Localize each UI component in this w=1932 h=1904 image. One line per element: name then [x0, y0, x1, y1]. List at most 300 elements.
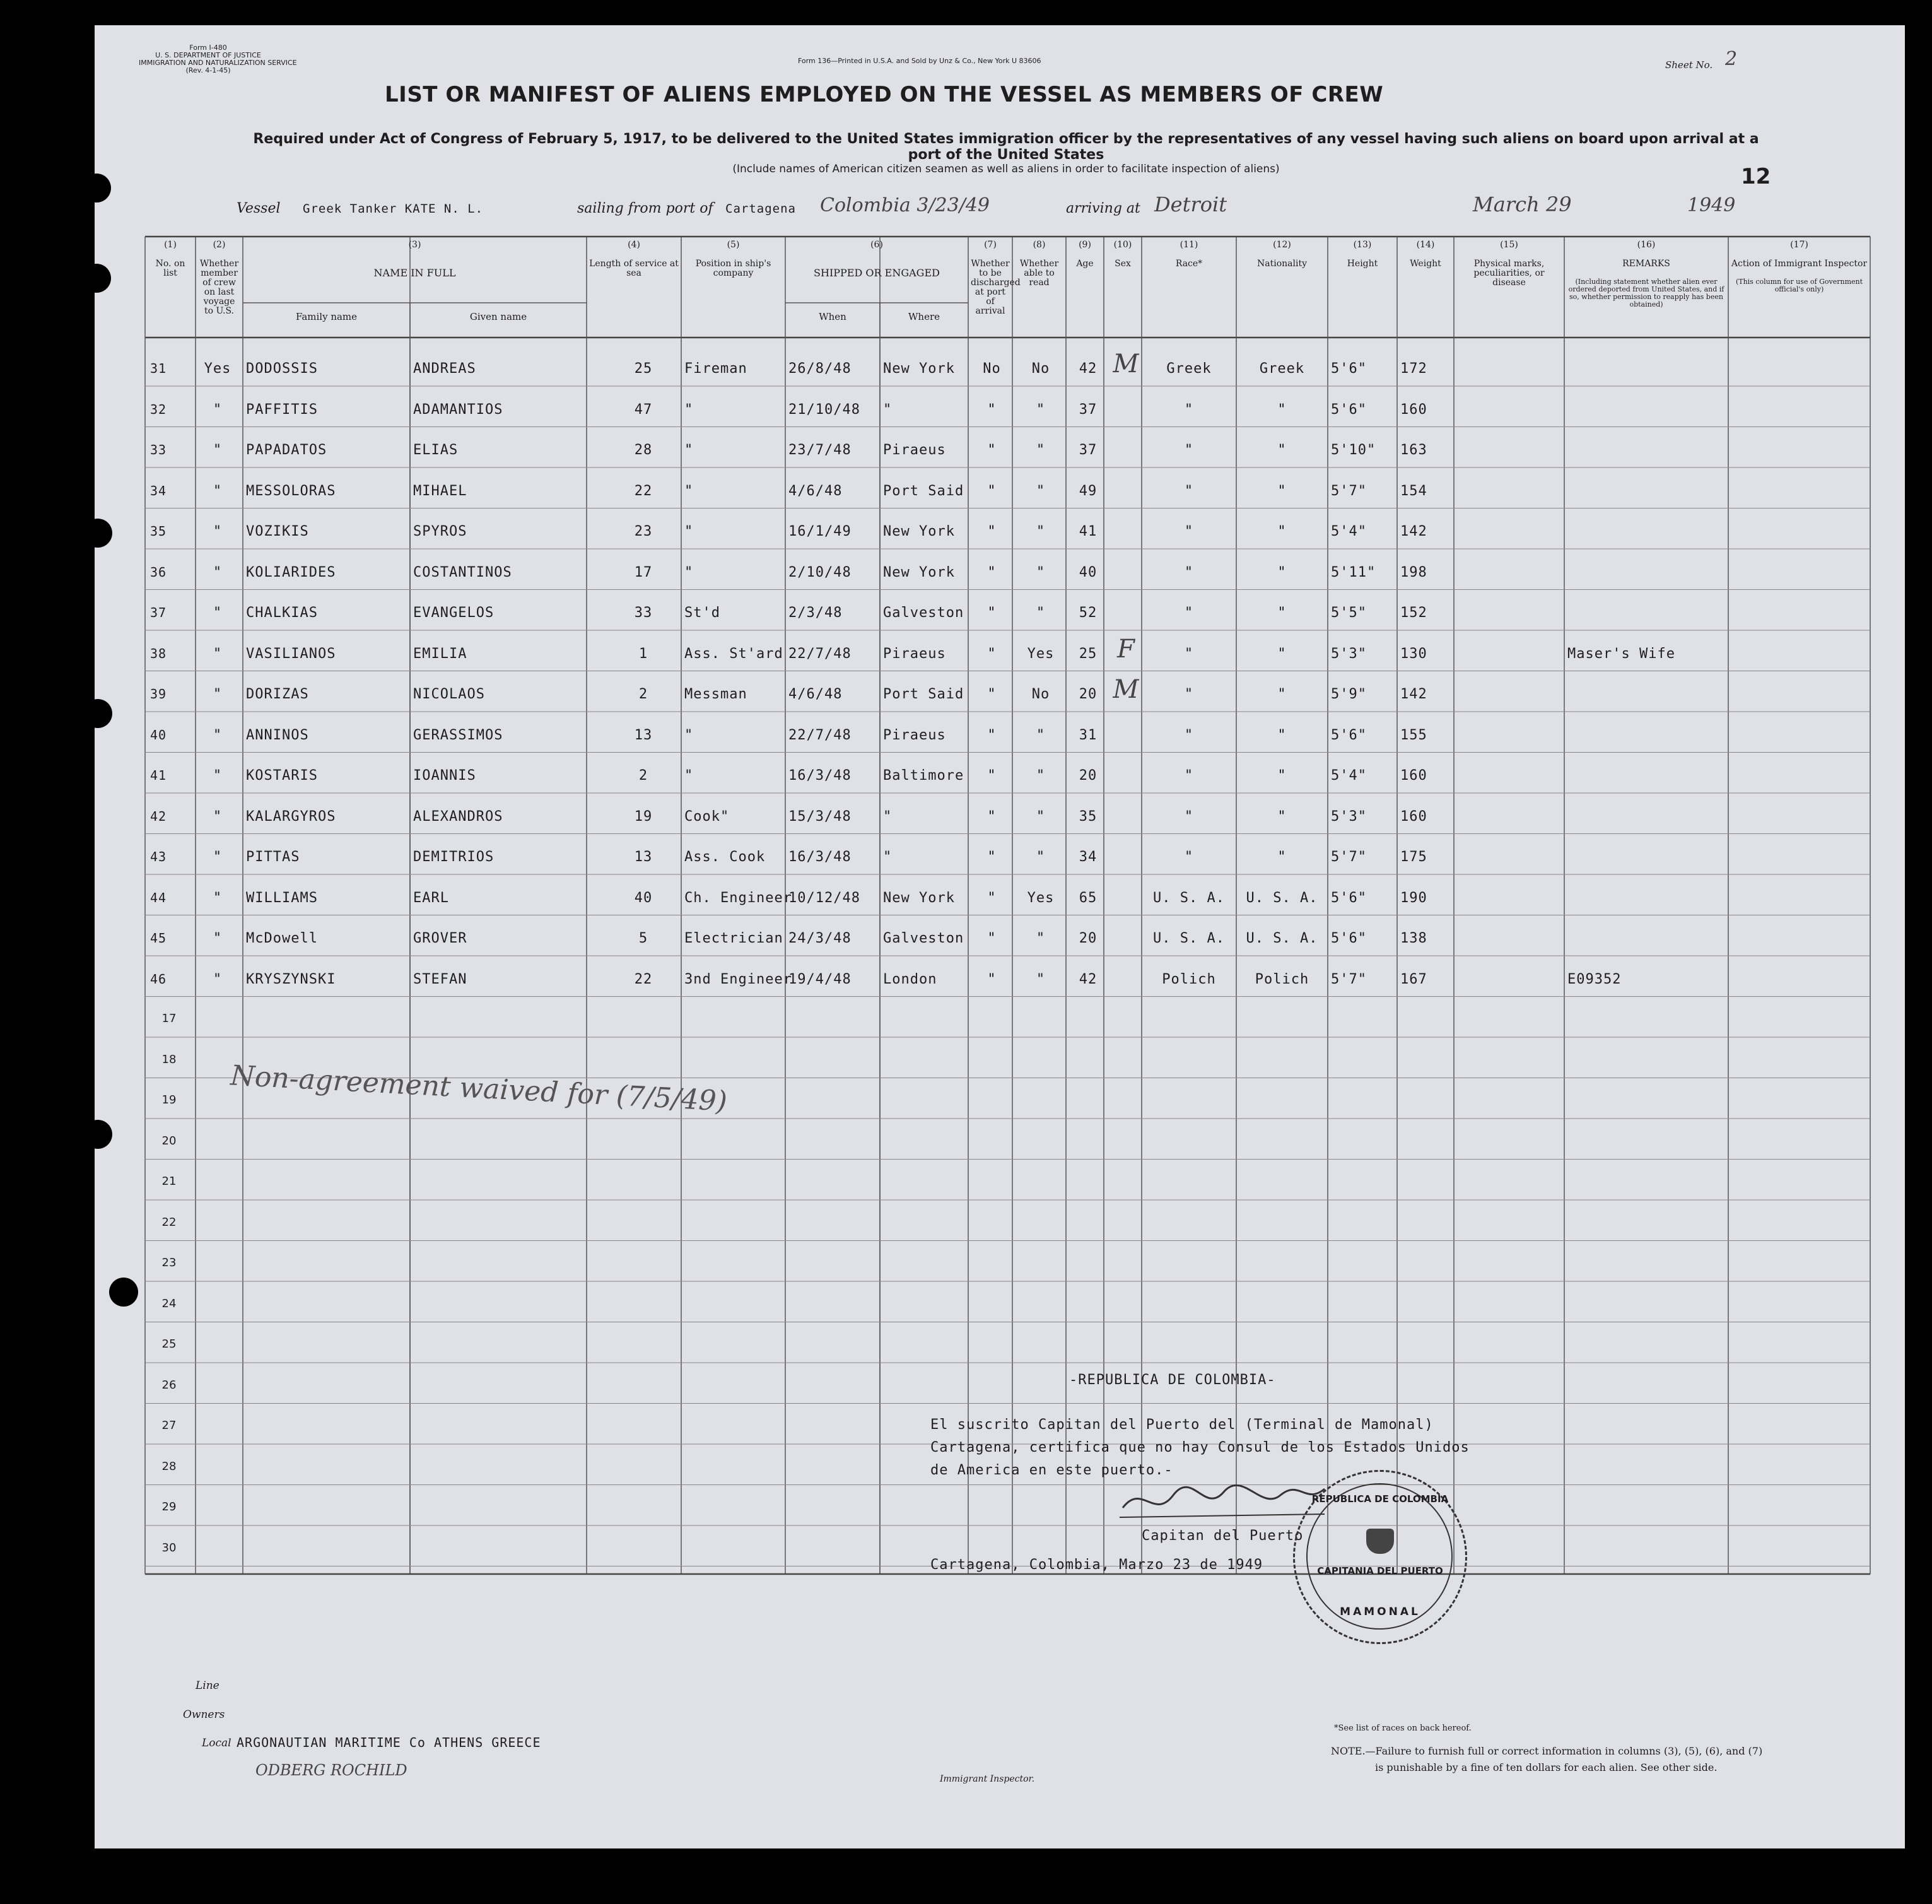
- shipped-where: Baltimore: [883, 768, 964, 784]
- footer-note-1: NOTE.—Failure to furnish full or correct information in columns (3), (5), (6), and (7): [1331, 1745, 1763, 1757]
- able-to-read: ": [1036, 524, 1046, 539]
- given-name: EMILIA: [413, 645, 467, 662]
- family-name: VASILIANOS: [246, 645, 336, 662]
- shipped-where: London: [883, 971, 937, 987]
- weight: 130: [1400, 645, 1427, 662]
- race: U. S. A.: [1153, 890, 1225, 906]
- given-name: GERASSIMOS: [413, 727, 503, 743]
- height: 5'7": [1331, 483, 1367, 499]
- column-number: (16): [1637, 240, 1656, 250]
- previous-voyage: ": [213, 645, 223, 662]
- race: Greek: [1166, 361, 1212, 377]
- able-to-read: No: [1031, 686, 1050, 702]
- column-number: (4): [628, 240, 640, 250]
- shipped-when: 16/1/49: [788, 524, 852, 539]
- able-to-read: ": [1036, 401, 1046, 418]
- vessel-name: Greek Tanker KATE N. L.: [303, 202, 484, 216]
- age: 40: [1079, 564, 1098, 580]
- column-number: (15): [1500, 240, 1518, 250]
- height: 5'6": [1331, 890, 1367, 906]
- discharged: ": [987, 483, 997, 499]
- shipped-when: 4/6/48: [788, 483, 843, 499]
- form-subtitle: [177, 131, 1835, 175]
- arriving-port: Detroit: [1154, 192, 1227, 216]
- given-name: SPYROS: [413, 524, 467, 539]
- column-number: (14): [1416, 240, 1435, 250]
- age: 42: [1079, 361, 1098, 377]
- row-number: 34: [150, 483, 167, 498]
- discharged: ": [987, 727, 997, 743]
- row-number: 36: [150, 564, 167, 580]
- height: 5'4": [1331, 524, 1367, 539]
- service-years: 13: [634, 849, 653, 865]
- shipped-when: 4/6/48: [788, 686, 843, 702]
- family-name: WILLIAMS: [246, 890, 318, 906]
- weight: 167: [1400, 971, 1427, 987]
- given-name: MIHAEL: [413, 483, 467, 499]
- position: ": [684, 564, 694, 580]
- height: 5'9": [1331, 686, 1367, 702]
- column-label: Length of service at sea: [589, 259, 679, 278]
- local-label: Local: [202, 1737, 231, 1749]
- position: ": [684, 442, 694, 458]
- given-name: ANDREAS: [413, 361, 476, 377]
- height: 5'7": [1331, 849, 1367, 865]
- sailing-label: sailing from port of: [577, 201, 713, 216]
- discharged: No: [983, 361, 1001, 377]
- shipped-when: 22/7/48: [788, 645, 852, 662]
- service-years: 47: [634, 401, 653, 418]
- family-name: DORIZAS: [246, 686, 309, 702]
- service-years: 13: [634, 727, 653, 743]
- family-name: MESSOLORAS: [246, 483, 336, 499]
- previous-voyage: ": [213, 931, 223, 946]
- given-name: ADAMANTIOS: [413, 401, 503, 418]
- shipped-when: 22/7/48: [788, 727, 852, 743]
- shipped-where: Galveston: [883, 931, 964, 946]
- shipped-when: 16/3/48: [788, 849, 852, 865]
- empty-row-number: 21: [161, 1175, 177, 1188]
- cert-signer: Capitan del Puerto: [1142, 1528, 1304, 1544]
- shipped-when: 21/10/48: [788, 401, 860, 418]
- service-years: 23: [634, 524, 653, 539]
- port-captain-seal: [1293, 1470, 1467, 1644]
- column-label: Position in ship's company: [695, 259, 771, 278]
- service-years: 2: [638, 768, 648, 784]
- column-label: SHIPPED OR ENGAGED: [814, 267, 940, 279]
- previous-voyage: ": [213, 524, 223, 539]
- height: 5'4": [1331, 768, 1367, 784]
- position: 3nd Engineer: [684, 971, 792, 987]
- weight: 160: [1400, 808, 1427, 825]
- position: ": [684, 483, 694, 499]
- handwritten-waiver-note: Non-agreement waived for (7/5/49): [230, 1059, 729, 1118]
- discharged: ": [987, 686, 997, 702]
- discharged: ": [987, 645, 997, 662]
- shipped-when: 2/10/48: [788, 564, 852, 580]
- nationality: U. S. A.: [1246, 931, 1318, 946]
- able-to-read: Yes: [1027, 645, 1055, 662]
- race: ": [1184, 605, 1194, 621]
- column-number: (5): [727, 240, 740, 250]
- given-name: ALEXANDROS: [413, 808, 503, 825]
- previous-voyage: ": [213, 808, 223, 825]
- age: 20: [1079, 931, 1098, 946]
- weight: 198: [1400, 564, 1427, 580]
- seal-bottom-text: MAMONAL: [1340, 1606, 1420, 1618]
- row-number: 35: [150, 524, 167, 539]
- previous-voyage: ": [213, 727, 223, 743]
- given-name: ELIAS: [413, 442, 459, 458]
- nationality: Polich: [1255, 971, 1309, 987]
- row-number: 42: [150, 808, 167, 824]
- able-to-read: ": [1036, 971, 1046, 987]
- service-years: 22: [634, 971, 653, 987]
- given-name: EVANGELOS: [413, 605, 495, 621]
- column-label: Whether able to read: [1019, 259, 1059, 288]
- nationality: ": [1277, 727, 1287, 743]
- binder-hole: [83, 1120, 112, 1149]
- discharged: ": [987, 931, 997, 946]
- race: ": [1184, 768, 1194, 784]
- weight: 142: [1400, 686, 1427, 702]
- weight: 172: [1400, 361, 1427, 377]
- remarks: E09352: [1567, 971, 1622, 987]
- age: 35: [1079, 808, 1098, 825]
- column-label: No. on list: [155, 259, 185, 278]
- revision-date: (Rev. 4-1-45): [185, 66, 231, 74]
- family-name: McDowell: [246, 931, 318, 946]
- discharged: ": [987, 768, 997, 784]
- height: 5'6": [1331, 931, 1367, 946]
- service-years: 25: [634, 361, 653, 377]
- age: 20: [1079, 686, 1098, 702]
- able-to-read: ": [1036, 483, 1046, 499]
- able-to-read: ": [1036, 605, 1046, 621]
- nationality: ": [1277, 483, 1287, 499]
- previous-voyage: ": [213, 564, 223, 580]
- family-name: ANNINOS: [246, 727, 309, 743]
- column-number: (17): [1790, 240, 1808, 250]
- able-to-read: ": [1036, 931, 1046, 946]
- shipped-where: ": [883, 808, 893, 825]
- remarks: Maser's Wife: [1567, 645, 1675, 662]
- given-name: COSTANTINOS: [413, 564, 512, 580]
- family-name: KOSTARIS: [246, 768, 318, 784]
- arrival-date: March 29: [1473, 192, 1572, 216]
- service-years: 19: [634, 808, 653, 825]
- nationality: U. S. A.: [1246, 890, 1318, 906]
- age: 65: [1079, 890, 1098, 906]
- arriving-label: arriving at: [1066, 201, 1140, 216]
- able-to-read: ": [1036, 727, 1046, 743]
- position: Electrician: [684, 931, 783, 946]
- row-number: 43: [150, 849, 167, 864]
- shipped-when: 23/7/48: [788, 442, 852, 458]
- previous-voyage: Yes: [204, 361, 231, 377]
- department-name: U. S. DEPARTMENT OF JUSTICE: [155, 51, 261, 59]
- family-name: CHALKIAS: [246, 605, 318, 621]
- nationality: ": [1277, 524, 1287, 539]
- previous-voyage: ": [213, 890, 223, 906]
- weight: 142: [1400, 524, 1427, 539]
- given-name: IOANNIS: [413, 768, 476, 784]
- subheader-family: Family name: [295, 311, 358, 322]
- column-label: Nationality: [1257, 259, 1307, 269]
- race: ": [1184, 686, 1194, 702]
- previous-voyage: ": [213, 483, 223, 499]
- arrival-year: 1949: [1687, 194, 1736, 216]
- seal-mid-text: CAPITANIA DEL PUERTO: [1317, 1565, 1443, 1577]
- sex: F: [1117, 634, 1135, 664]
- column-number: (12): [1273, 240, 1291, 250]
- empty-row-number: 19: [161, 1093, 177, 1107]
- sex: M: [1113, 675, 1139, 704]
- height: 5'6": [1331, 361, 1367, 377]
- previous-voyage: ": [213, 605, 223, 621]
- race: Polich: [1162, 971, 1216, 987]
- weight: 175: [1400, 849, 1427, 865]
- subheader-where: Where: [908, 311, 940, 322]
- empty-row-number: 28: [161, 1459, 177, 1473]
- seal-top-text: REPUBLICA DE COLOMBIA: [1311, 1493, 1449, 1505]
- discharged: ": [987, 442, 997, 458]
- position: Messman: [684, 686, 747, 702]
- row-number: 31: [150, 361, 167, 376]
- column-label: REMARKS: [1622, 259, 1670, 269]
- height: 5'6": [1331, 727, 1367, 743]
- column-label: Height: [1347, 259, 1378, 269]
- row-number: 45: [150, 931, 167, 946]
- sheet-label: Sheet No.: [1665, 59, 1713, 71]
- printer-line: Form 136—Printed in U.S.A. and Sold by Unz & Co., New York U 83606: [798, 57, 1041, 65]
- binder-hole: [109, 1278, 138, 1307]
- discharged: ": [987, 401, 997, 418]
- sex: M: [1113, 350, 1139, 379]
- column-label: Weight: [1410, 259, 1441, 269]
- family-name: KOLIARIDES: [246, 564, 336, 580]
- column-number: (6): [870, 240, 883, 250]
- race: ": [1184, 401, 1194, 418]
- column-label: Whether member of crew on last voyage to U.S.: [199, 259, 239, 316]
- weight: 138: [1400, 931, 1427, 946]
- subheader-inspector-note: (This column for use of Government official's only): [1735, 278, 1863, 293]
- position: ": [684, 524, 694, 539]
- weight: 154: [1400, 483, 1427, 499]
- nationality: ": [1277, 768, 1287, 784]
- column-number: (7): [984, 240, 997, 250]
- height: 5'6": [1331, 401, 1367, 418]
- empty-row-number: 25: [161, 1337, 177, 1351]
- column-label: Race*: [1175, 259, 1203, 269]
- position: ": [684, 401, 694, 418]
- agent-handwritten: ODBERG ROCHILD: [255, 1761, 407, 1779]
- port-name: Cartagena: [725, 202, 796, 216]
- binder-hole: [83, 699, 112, 728]
- column-label: Physical marks, peculiarities, or disease: [1473, 259, 1545, 288]
- discharged: ": [987, 849, 997, 865]
- previous-voyage: ": [213, 401, 223, 418]
- position: Fireman: [684, 361, 747, 377]
- race: ": [1184, 808, 1194, 825]
- row-number: 44: [150, 890, 167, 905]
- shipped-when: 26/8/48: [788, 361, 852, 377]
- subheader-remarks-note: (Including statement whether alien ever ordered deported from United States, and if so, whether permission to reapply has been obtained): [1568, 278, 1724, 309]
- discharged: ": [987, 564, 997, 580]
- family-name: KALARGYROS: [246, 808, 336, 825]
- position: Ch. Engineer: [684, 890, 792, 906]
- nationality: ": [1277, 645, 1287, 662]
- race: U. S. A.: [1153, 931, 1225, 946]
- shipped-when: 16/3/48: [788, 768, 852, 784]
- family-name: PAPADATOS: [246, 442, 327, 458]
- line-label: Line: [196, 1679, 220, 1692]
- shipped-where: New York: [883, 524, 955, 539]
- weight: 160: [1400, 768, 1427, 784]
- row-number: 40: [150, 727, 167, 743]
- race: ": [1184, 849, 1194, 865]
- height: 5'3": [1331, 645, 1367, 662]
- discharged: ": [987, 808, 997, 825]
- form-number: Form I-480: [189, 44, 227, 52]
- race: ": [1184, 564, 1194, 580]
- position: Cook": [684, 808, 730, 825]
- service-years: 22: [634, 483, 653, 499]
- previous-voyage: ": [213, 768, 223, 784]
- previous-voyage: ": [213, 686, 223, 702]
- age: 31: [1079, 727, 1098, 743]
- given-name: GROVER: [413, 931, 467, 946]
- able-to-read: Yes: [1027, 890, 1055, 906]
- shipped-where: Port Said: [883, 483, 964, 499]
- discharged: ": [987, 524, 997, 539]
- position: Ass. Cook: [684, 849, 766, 865]
- family-name: PAFFITIS: [246, 401, 318, 418]
- shipped-where: New York: [883, 564, 955, 580]
- race: ": [1184, 645, 1194, 662]
- able-to-read: No: [1031, 361, 1050, 377]
- port-suffix: Colombia 3/23/49: [820, 194, 990, 216]
- cert-heading: -REPUBLICA DE COLOMBIA-: [1069, 1372, 1276, 1388]
- column-number: (2): [213, 240, 226, 250]
- empty-row-number: 30: [161, 1541, 177, 1554]
- shipped-where: Piraeus: [883, 442, 946, 458]
- age: 20: [1079, 768, 1098, 784]
- agency-block: [139, 44, 297, 74]
- shipped-where: New York: [883, 361, 955, 377]
- column-label: Whether to be discharged at port of arrival: [971, 259, 1021, 316]
- empty-row-number: 22: [161, 1215, 177, 1229]
- subtitle-line-2: port of the United States: [908, 147, 1104, 163]
- empty-row-number: 20: [161, 1134, 177, 1148]
- height: 5'5": [1331, 605, 1367, 621]
- height: 5'7": [1331, 971, 1367, 987]
- empty-row-number: 18: [161, 1052, 177, 1066]
- given-name: DEMITRIOS: [413, 849, 495, 865]
- position: St'd: [684, 605, 720, 621]
- row-number: 38: [150, 645, 167, 661]
- nationality: ": [1277, 808, 1287, 825]
- given-name: EARL: [413, 890, 449, 906]
- able-to-read: ": [1036, 808, 1046, 825]
- binder-hole: [83, 519, 112, 548]
- shipped-when: 15/3/48: [788, 808, 852, 825]
- column-number: (13): [1353, 240, 1372, 250]
- shipped-when: 19/4/48: [788, 971, 852, 987]
- age: 52: [1079, 605, 1098, 621]
- cert-line-3: de America en este puerto.-: [930, 1462, 1173, 1478]
- nationality: ": [1277, 849, 1287, 865]
- weight: 155: [1400, 727, 1427, 743]
- row-number: 46: [150, 971, 167, 987]
- shipped-where: Piraeus: [883, 727, 946, 743]
- row-number: 37: [150, 605, 167, 620]
- binder-hole: [82, 173, 111, 203]
- age: 41: [1079, 524, 1098, 539]
- age: 37: [1079, 401, 1098, 418]
- shipped-where: Piraeus: [883, 645, 946, 662]
- subtitle-line-1: Required under Act of Congress of February 5, 1917, to be delivered to the United States immigration officer by the representatives of any vessel having such aliens on board upon arrival at a: [253, 131, 1759, 147]
- service-years: 5: [638, 931, 648, 946]
- weight: 152: [1400, 605, 1427, 621]
- subheader-when: When: [819, 311, 846, 322]
- age: 37: [1079, 442, 1098, 458]
- given-name: NICOLAOS: [413, 686, 485, 702]
- age: 25: [1079, 645, 1098, 662]
- shipped-where: New York: [883, 890, 955, 906]
- cert-line-1: El suscrito Capitan del Puerto del (Terminal de Mamonal): [930, 1417, 1434, 1433]
- height: 5'3": [1331, 808, 1367, 825]
- nationality: ": [1277, 442, 1287, 458]
- able-to-read: ": [1036, 768, 1046, 784]
- race: ": [1184, 442, 1194, 458]
- discharged: ": [987, 605, 997, 621]
- weight: 163: [1400, 442, 1427, 458]
- shipped-where: Port Said: [883, 686, 964, 702]
- race: ": [1184, 483, 1194, 499]
- column-label: Sex: [1115, 259, 1131, 269]
- service-years: 1: [638, 645, 648, 662]
- row-number: 39: [150, 686, 167, 702]
- service-years: 2: [638, 686, 648, 702]
- discharged: ": [987, 890, 997, 906]
- nationality: ": [1277, 401, 1287, 418]
- family-name: VOZIKIS: [246, 524, 309, 539]
- inspector-label: Immigrant Inspector.: [940, 1774, 1035, 1784]
- position: ": [684, 768, 694, 784]
- column-number: (8): [1033, 240, 1046, 250]
- races-note: *See list of races on back hereof.: [1334, 1724, 1472, 1733]
- shipped-where: Galveston: [883, 605, 964, 621]
- shipped-when: 10/12/48: [788, 890, 860, 906]
- family-name: DODOSSIS: [246, 361, 318, 377]
- able-to-read: ": [1036, 442, 1046, 458]
- cert-place-date: Cartagena, Colombia, Marzo 23 de 1949: [930, 1557, 1263, 1573]
- subtitle-line-3: (Include names of American citizen seamen as well as aliens in order to facilitate inspection of aliens): [732, 163, 1280, 175]
- coat-of-arms-icon: [1366, 1529, 1394, 1554]
- empty-row-number: 26: [161, 1378, 177, 1392]
- race: ": [1184, 524, 1194, 539]
- manifest-sheet: [95, 25, 1905, 1848]
- subheader-given: Given name: [469, 311, 527, 322]
- age: 34: [1079, 849, 1098, 865]
- agent-name: ARGONAUTIAN MARITIME Co ATHENS GREECE: [237, 1735, 541, 1750]
- column-label: Action of Immigrant Inspector: [1731, 259, 1868, 269]
- column-number: (9): [1079, 240, 1091, 250]
- empty-row-number: 23: [161, 1256, 177, 1269]
- position: ": [684, 727, 694, 743]
- previous-voyage: ": [213, 971, 223, 987]
